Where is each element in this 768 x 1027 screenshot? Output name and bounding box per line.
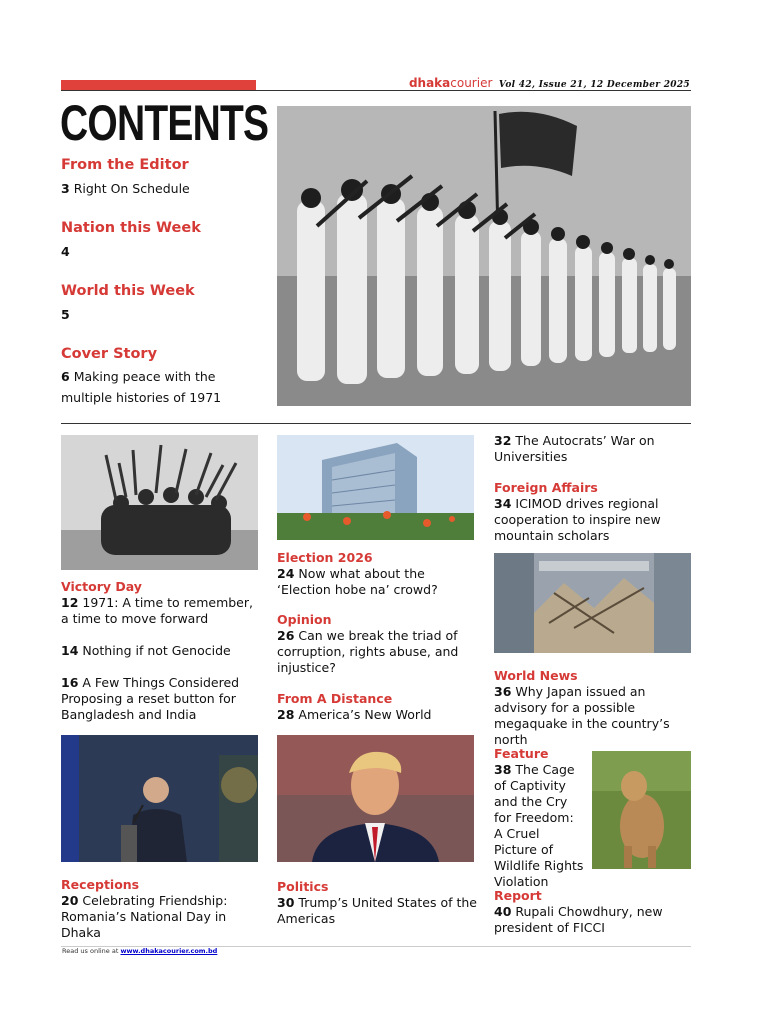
item-title: Making peace with the multiple histories of 1971 <box>61 369 222 405</box>
page-number: 36 <box>494 684 512 699</box>
item-title: Why Japan issued an advisory for a possible megaquake in the country’s north <box>494 684 670 747</box>
lioness-illustration <box>592 751 691 869</box>
page-number: 32 <box>494 433 512 448</box>
item-title: Now what about the ‘Election hobe na’ crowd? <box>277 566 438 597</box>
item-title: The Cage of Captivity and the Cry for Freedom: A Cruel Picture of Wildlife Rights Violation <box>494 762 584 889</box>
category-from-a-distance: From A Distance <box>277 691 393 706</box>
item-title: ICIMOD drives regional cooperation to inspire new mountain scholars <box>494 496 661 543</box>
header-rule <box>61 90 691 91</box>
toc-item[interactable] <box>494 684 694 748</box>
item-title: Right On Schedule <box>73 181 190 196</box>
victory-day-block <box>61 579 261 723</box>
toc-item[interactable] <box>61 595 261 627</box>
toc-item[interactable] <box>61 893 266 941</box>
section-divider <box>61 423 691 424</box>
toc-item[interactable] <box>61 675 261 723</box>
item-title: A Few Things Considered Proposing a reset button for Bangladesh and India <box>61 675 240 722</box>
category-foreign-affairs: Foreign Affairs <box>494 480 598 495</box>
toc-item[interactable] <box>494 762 586 890</box>
page-number: 14 <box>61 643 79 658</box>
section-heading: From the Editor <box>61 157 189 173</box>
item-title: Rupali Chowdhury, new president of FICCI <box>494 904 663 935</box>
masthead <box>409 76 690 90</box>
toc-item[interactable] <box>494 496 684 544</box>
item-title: The Autocrats’ War on Universities <box>494 433 655 464</box>
item-title: Trump’s United States of the Americas <box>277 895 477 926</box>
item-title: Nothing if not Genocide <box>82 643 231 658</box>
toc-item[interactable] <box>277 628 477 676</box>
autocrats-block <box>494 433 684 465</box>
cover-photo-illustration <box>277 106 691 406</box>
category-politics: Politics <box>277 879 329 894</box>
toc-item[interactable] <box>61 366 266 408</box>
receptions-photo <box>61 735 258 862</box>
category-report: Report <box>494 888 542 903</box>
distance-block <box>277 691 477 723</box>
page-number: 38 <box>494 762 512 777</box>
website-link[interactable]: www.dhakacourier.com.bd <box>120 947 218 955</box>
foreign-affairs-block <box>494 480 684 544</box>
world-news-photo <box>494 553 691 653</box>
page-number: 24 <box>277 566 295 581</box>
feature-photo <box>592 751 691 869</box>
receptions-block <box>61 877 266 941</box>
page-number: 16 <box>61 675 79 690</box>
politics-photo <box>277 735 474 862</box>
section-heading: World this Week <box>61 283 195 299</box>
world-news-block <box>494 668 694 748</box>
category-world-news: World News <box>494 668 578 683</box>
category-victory-day: Victory Day <box>61 579 142 594</box>
toc-item[interactable] <box>277 707 477 723</box>
page-number: 20 <box>61 893 79 908</box>
world-news-illustration <box>494 553 691 653</box>
toc-item[interactable] <box>277 895 477 927</box>
election-illustration <box>277 435 474 540</box>
page-number: 5 <box>61 307 70 322</box>
category-opinion: Opinion <box>277 612 332 627</box>
page-number: 34 <box>494 496 512 511</box>
page-number: 30 <box>277 895 295 910</box>
footer-text: Read us online at <box>62 947 119 955</box>
page-number: 28 <box>277 707 295 722</box>
page-number: 4 <box>61 244 70 259</box>
issue-info: Vol 42, Issue 21, 12 December 2025 <box>498 80 690 90</box>
politics-illustration <box>277 735 474 862</box>
toc-item[interactable] <box>494 433 684 465</box>
category-election: Election 2026 <box>277 550 373 565</box>
brand-logo-courier: courier <box>450 76 493 90</box>
receptions-illustration <box>61 735 258 862</box>
election-block <box>277 550 477 598</box>
footer <box>62 947 217 955</box>
item-title: America’s New World <box>298 707 432 722</box>
toc-item[interactable] <box>61 643 261 659</box>
victory-day-illustration <box>61 435 258 570</box>
toc-item[interactable] <box>61 241 261 262</box>
report-block <box>494 888 694 936</box>
item-title: 1971: A time to remember, a time to move forward <box>61 595 253 626</box>
toc-item[interactable] <box>61 178 261 199</box>
section-heading: Cover Story <box>61 346 158 362</box>
election-photo <box>277 435 474 540</box>
victory-day-photo <box>61 435 258 570</box>
item-title: Can we break the triad of corruption, rights abuse, and injustice? <box>277 628 459 675</box>
category-receptions: Receptions <box>61 877 140 892</box>
category-feature: Feature <box>494 746 549 761</box>
toc-item[interactable] <box>61 304 261 325</box>
page-title: CONTENTS <box>60 95 269 151</box>
feature-block <box>494 746 586 890</box>
page-number: 40 <box>494 904 512 919</box>
cover-photo <box>277 106 691 406</box>
toc-item[interactable] <box>494 904 694 936</box>
politics-block <box>277 879 477 927</box>
page-number: 12 <box>61 595 79 610</box>
page-number: 3 <box>61 181 70 196</box>
item-title: Celebrating Friendship: Romania’s National Day in Dhaka <box>61 893 228 940</box>
page-number: 26 <box>277 628 295 643</box>
section-heading: Nation this Week <box>61 220 201 236</box>
opinion-block <box>277 612 477 676</box>
brand-logo-dhaka: dhaka <box>408 76 451 90</box>
page-number: 6 <box>61 369 70 384</box>
toc-item[interactable] <box>277 566 477 598</box>
